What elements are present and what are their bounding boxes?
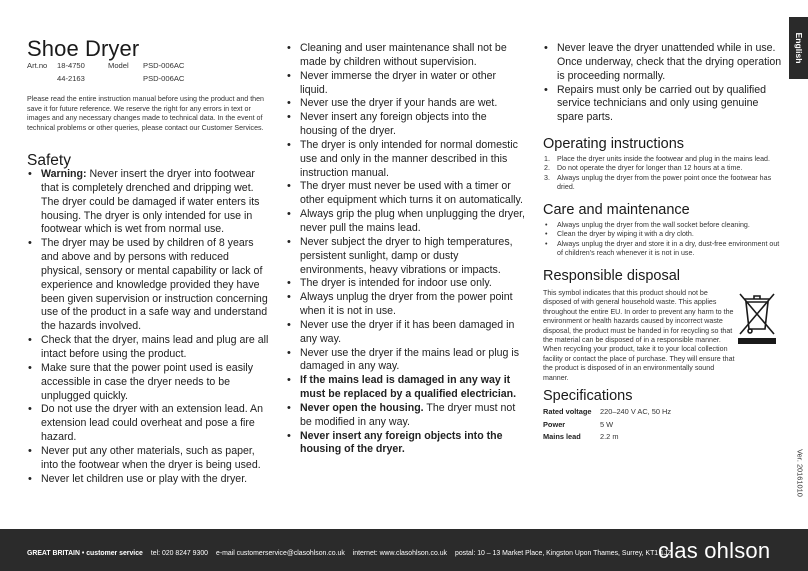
- footer-internet: internet: www.clasohlson.co.uk: [352, 550, 447, 557]
- intro-text: Please read the entire instruction manual before using the product and then save it for future reference. We reserve the right for any errors in text or images and any necessary changes made to technical data. In the event of technical problems or other queries, please contact our Customer Services.: [27, 95, 265, 132]
- list-item: • The dryer is only intended for normal domestic use and only in the manner described in this instruction manual.: [287, 138, 518, 179]
- table-row: Rated voltage 220–240 V AC, 50 Hz: [543, 407, 672, 416]
- operating-heading: Operating instructions: [543, 136, 685, 152]
- list-item: • Never insert any foreign objects into the housing of the dryer.: [287, 429, 503, 456]
- safety-heading: Safety: [27, 152, 71, 169]
- specifications-heading: Specifications: [543, 388, 633, 404]
- list-item: 1. Place the dryer units inside the footwear and plug in the mains lead.: [544, 155, 770, 163]
- list-item: • Clean the dryer by wiping it with a dry cloth.: [545, 230, 694, 239]
- list-item: • The dryer may be used by children of 8 years and above and by persons with reduced physical, sensory or mental capability or lack of experience and knowledge provided they have been given supervision or instruction concerning use of the product in a safe way and understand the hazards involved.: [28, 237, 268, 333]
- specifications-table: [543, 407, 671, 445]
- safety-list-col2: [286, 42, 526, 457]
- list-item: • The dryer is intended for indoor use only.: [287, 277, 492, 290]
- list-item: • Cleaning and user maintenance shall not be made by children without supervision.: [287, 42, 507, 68]
- table-row: Mains lead 2.2 m: [543, 432, 619, 441]
- list-item: • Never use the dryer if the mains lead or plug is damaged in any way.: [287, 346, 520, 373]
- model-label: Model: [108, 61, 129, 70]
- list-item: • Always grip the plug when unplugging the dryer, never pull the mains lead.: [287, 208, 525, 234]
- language-label: English: [793, 32, 804, 64]
- disposal-text: This symbol indicates that this product should not be disposed of with general household waste. This applies throughout the entire EU. In order to prevent any harm to the environment or health hazards caused by incorrect waste disposal, the product must be handed in for recycling so that the material can be disposed of in a responsible manner. When recycling your product, take it to your local collection facility or contact the place of purchase. They will ensure that the product is disposed of in an environmentally sound manner.: [543, 289, 735, 382]
- footer: [0, 529, 808, 571]
- model-value: PSD-006AC: [143, 61, 185, 70]
- warning-label: Warning:: [41, 168, 87, 180]
- list-item: • Always unplug the dryer and store it in a dry, dust-free environment out of children's reach whenever it is not in use.: [545, 239, 780, 257]
- list-item: • Never open the housing. The dryer must not be modified in any way.: [287, 401, 516, 428]
- list-item: 3. Always unplug the dryer from the power point once the footwear has dried.: [544, 173, 772, 191]
- list-item: • Repairs must only be carried out by qualified service technicians and only using genuine spare parts.: [544, 83, 767, 124]
- version-label: Ver. 20161010: [795, 449, 805, 497]
- operating-steps: [543, 155, 783, 192]
- safety-list-col1: [27, 168, 270, 486]
- footer-email: e-mail customerservice@clasohlson.co.uk: [215, 550, 345, 557]
- list-item: • Check that the dryer, mains lead and plug are all intact before using the product.: [28, 334, 269, 360]
- disposal-heading: Responsible disposal: [543, 268, 681, 284]
- list-item: • Never insert any foreign objects into the housing of the dryer.: [287, 111, 487, 138]
- footer-postal: postal: 10 – 13 Market Place, Kingston Upon Thames, Surrey, KT1 1JZ: [454, 550, 672, 557]
- artno-value: 44-2163: [57, 74, 85, 83]
- brand-logo: clas ohlson: [658, 538, 771, 563]
- crossed-out-wheelie-bin-icon: [737, 291, 777, 345]
- list-item: • The dryer must never be used with a timer or other equipment which turns it on automatically.: [287, 180, 523, 207]
- list-item: • Never subject the dryer to high temperatures, persistent sunlight, damp or dusty environments, heavy vibrations or impacts.: [287, 235, 513, 276]
- list-item: • Never use the dryer if it has been damaged in any way.: [287, 318, 515, 345]
- list-item: • Do not use the dryer with an extension lead. An extension lead could overheat and pose a fire hazard.: [28, 403, 264, 444]
- artno-value: 18-4750: [57, 61, 85, 70]
- list-item: • Never leave the dryer unattended while in use. Once underway, check that the drying operation is proceeding normally.: [544, 42, 782, 82]
- model-value: PSD-006AC: [143, 74, 185, 83]
- list-item: • Never immerse the dryer in water or other liquid.: [287, 69, 497, 96]
- language-tab: [789, 17, 808, 79]
- table-row: Power 5 W: [543, 419, 614, 429]
- list-item: • If the mains lead is damaged in any way it must be replaced by a qualified electrician.: [287, 374, 517, 401]
- list-item: • Make sure that the power point used is easily accessible in case the dryer needs to be unplugged quickly.: [28, 361, 253, 402]
- footer-country: GREAT BRITAIN • customer service: [27, 550, 143, 557]
- safety-list-col3: [543, 42, 783, 125]
- list-item: • Never put any other materials, such as paper, into the footwear when the dryer is being used.: [28, 444, 261, 471]
- care-heading: Care and maintenance: [543, 202, 690, 218]
- footer-contact: [27, 550, 672, 557]
- care-list: [543, 221, 783, 258]
- page-title: Shoe Dryer: [27, 36, 140, 61]
- list-item: 2. Do not operate the dryer for longer than 12 hours at a time.: [544, 164, 743, 173]
- artno-label: Art.no: [27, 61, 48, 70]
- warning-text: Never insert the dryer into footwear that is completely drenched and dripping wet. The dryer could be damaged if water enters its housing. The dryer is only intended for use in footwear which is wet from normal use.: [41, 168, 260, 236]
- footer-tel: tel: 020 8247 9300: [150, 550, 208, 557]
- list-item: • Always unplug the dryer from the wall socket before cleaning.: [545, 221, 750, 229]
- list-item: • Always unplug the dryer from the power point when it is not in use.: [287, 291, 513, 318]
- list-item: • Never use the dryer if your hands are wet.: [287, 97, 498, 110]
- list-item: • Never let children use or play with the dryer.: [28, 472, 248, 485]
- list-item: • Warning: Never insert the dryer into footwear that is completely drenched and dripping wet. The dryer could be damaged if water enters its housing. The dryer is only intended for use in footwear which is wet from normal use.: [28, 168, 260, 236]
